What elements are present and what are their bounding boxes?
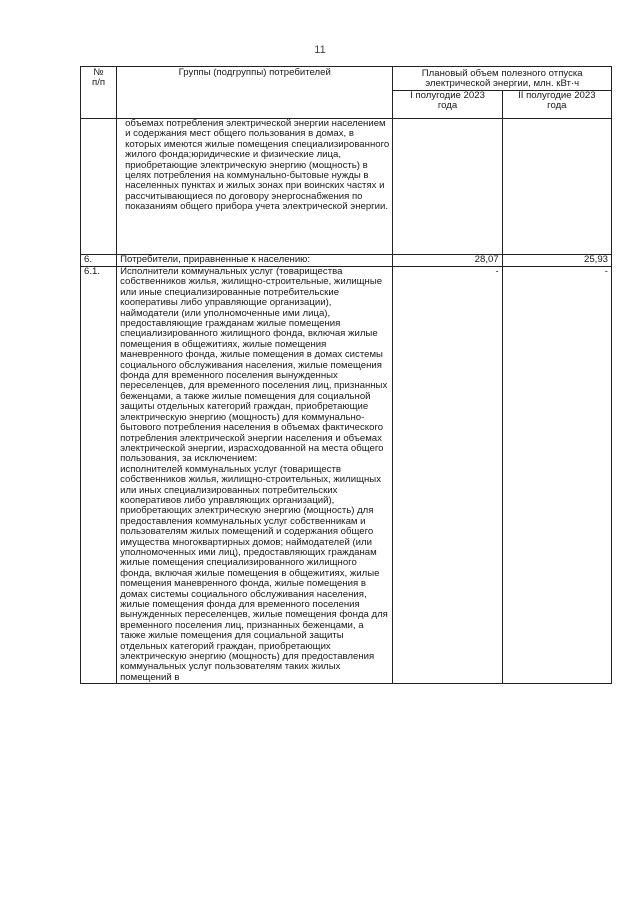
header-volume-cell: Плановый объем полезного отпуска электрической энергии, млн. кВт·ч	[393, 67, 612, 91]
header-half1-cell: I полугодие 2023 года	[393, 91, 502, 119]
row-h2-cell: 25,93	[502, 255, 611, 267]
row-h2-cell	[502, 119, 611, 255]
row-number-cell: 6.1.	[81, 267, 117, 684]
header-number-cell: № п/п	[81, 67, 117, 119]
row-text-cell: Потребители, приравненные к населению:	[117, 255, 393, 267]
header-half2-cell: II полугодие 2023 года	[502, 91, 611, 119]
row-number-cell: 6.	[81, 255, 117, 267]
row-h1-cell	[393, 119, 502, 255]
table-row	[81, 119, 612, 255]
page-number: 11	[314, 44, 326, 56]
consumer-groups-table	[80, 66, 612, 684]
table-row	[81, 255, 612, 267]
row-number-cell	[81, 119, 117, 255]
row-text-cell: объемах потребления электрической энергии населением и содержания мест общего пользования в домах, в которых имеются жилые помещения специализированного жилого фонда;юридические и физические лица, приобретающие электрическую энергию (мощность) в целях потребления на коммунально-бытовые нужды в населенных пунктах и жилых зонах при воинских частях и рассчитывающиеся по договору энергоснабжения по показаниям общего прибора учета электрической энергии.	[117, 119, 393, 255]
header-groups-cell: Группы (подгруппы) потребителей	[117, 67, 393, 119]
row-text-cell: Исполнители коммунальных услуг (товарищества собственников жилья, жилищно-строительные, жилищные или иные специализированные потребительские кооперативы либо управляющие организации), наймодатели (или уполномоченные ими лица), предоставляющие гражданам жилые помещения специализированного жилищного фонда, включая жилые помещения в общежитиях, жилые помещения маневренного фонда, жилые помещения в домах системы социального обслуживания населения, жилые помещения фонда для временного поселения вынужденных переселенцев, для временного поселения лиц, признанных беженцами, а также жилые помещения для социальной защиты отдельных категорий граждан, приобретающие электрическую энергию (мощность) для коммунально-бытового потребления населения в объемах фактического потребления электрической энергии населения и объемах электрической энергии, израсходованной на места общего пользования, за исключением: исполнителей коммунальных услуг (товариществ собственников жилья, жилищно-строительных, жилищных или иных специализированных потребительских кооперативов либо управляющих организаций), приобретающих электрическую энергию (мощность) для предоставления коммунальных услуг собственникам и пользователям жилых помещений и содержания общего имущества многоквартирных домов; наймодателей (или уполномоченных ими лиц), предоставляющих гражданам жилые помещения специализированного жилищного фонда, включая жилые помещения в общежитиях, жилые помещения маневренного фонда, жилые помещения в домах системы социального обслуживания населения, жилые помещения фонда для временного поселения вынужденных переселенцев, жилые помещения фонда для временного поселения лиц, признанных беженцами, а также жилые помещения для социальной защиты отдельных категорий граждан, приобретающих электрическую энергию (мощность) для предоставления коммунальных услуг пользователям таких жилых помещений в	[117, 267, 393, 684]
row-h1-cell: 28,07	[393, 255, 502, 267]
row-h2-cell: -	[502, 267, 611, 684]
row-h1-cell: -	[393, 267, 502, 684]
table-row	[81, 267, 612, 684]
table-header-row	[81, 67, 612, 91]
